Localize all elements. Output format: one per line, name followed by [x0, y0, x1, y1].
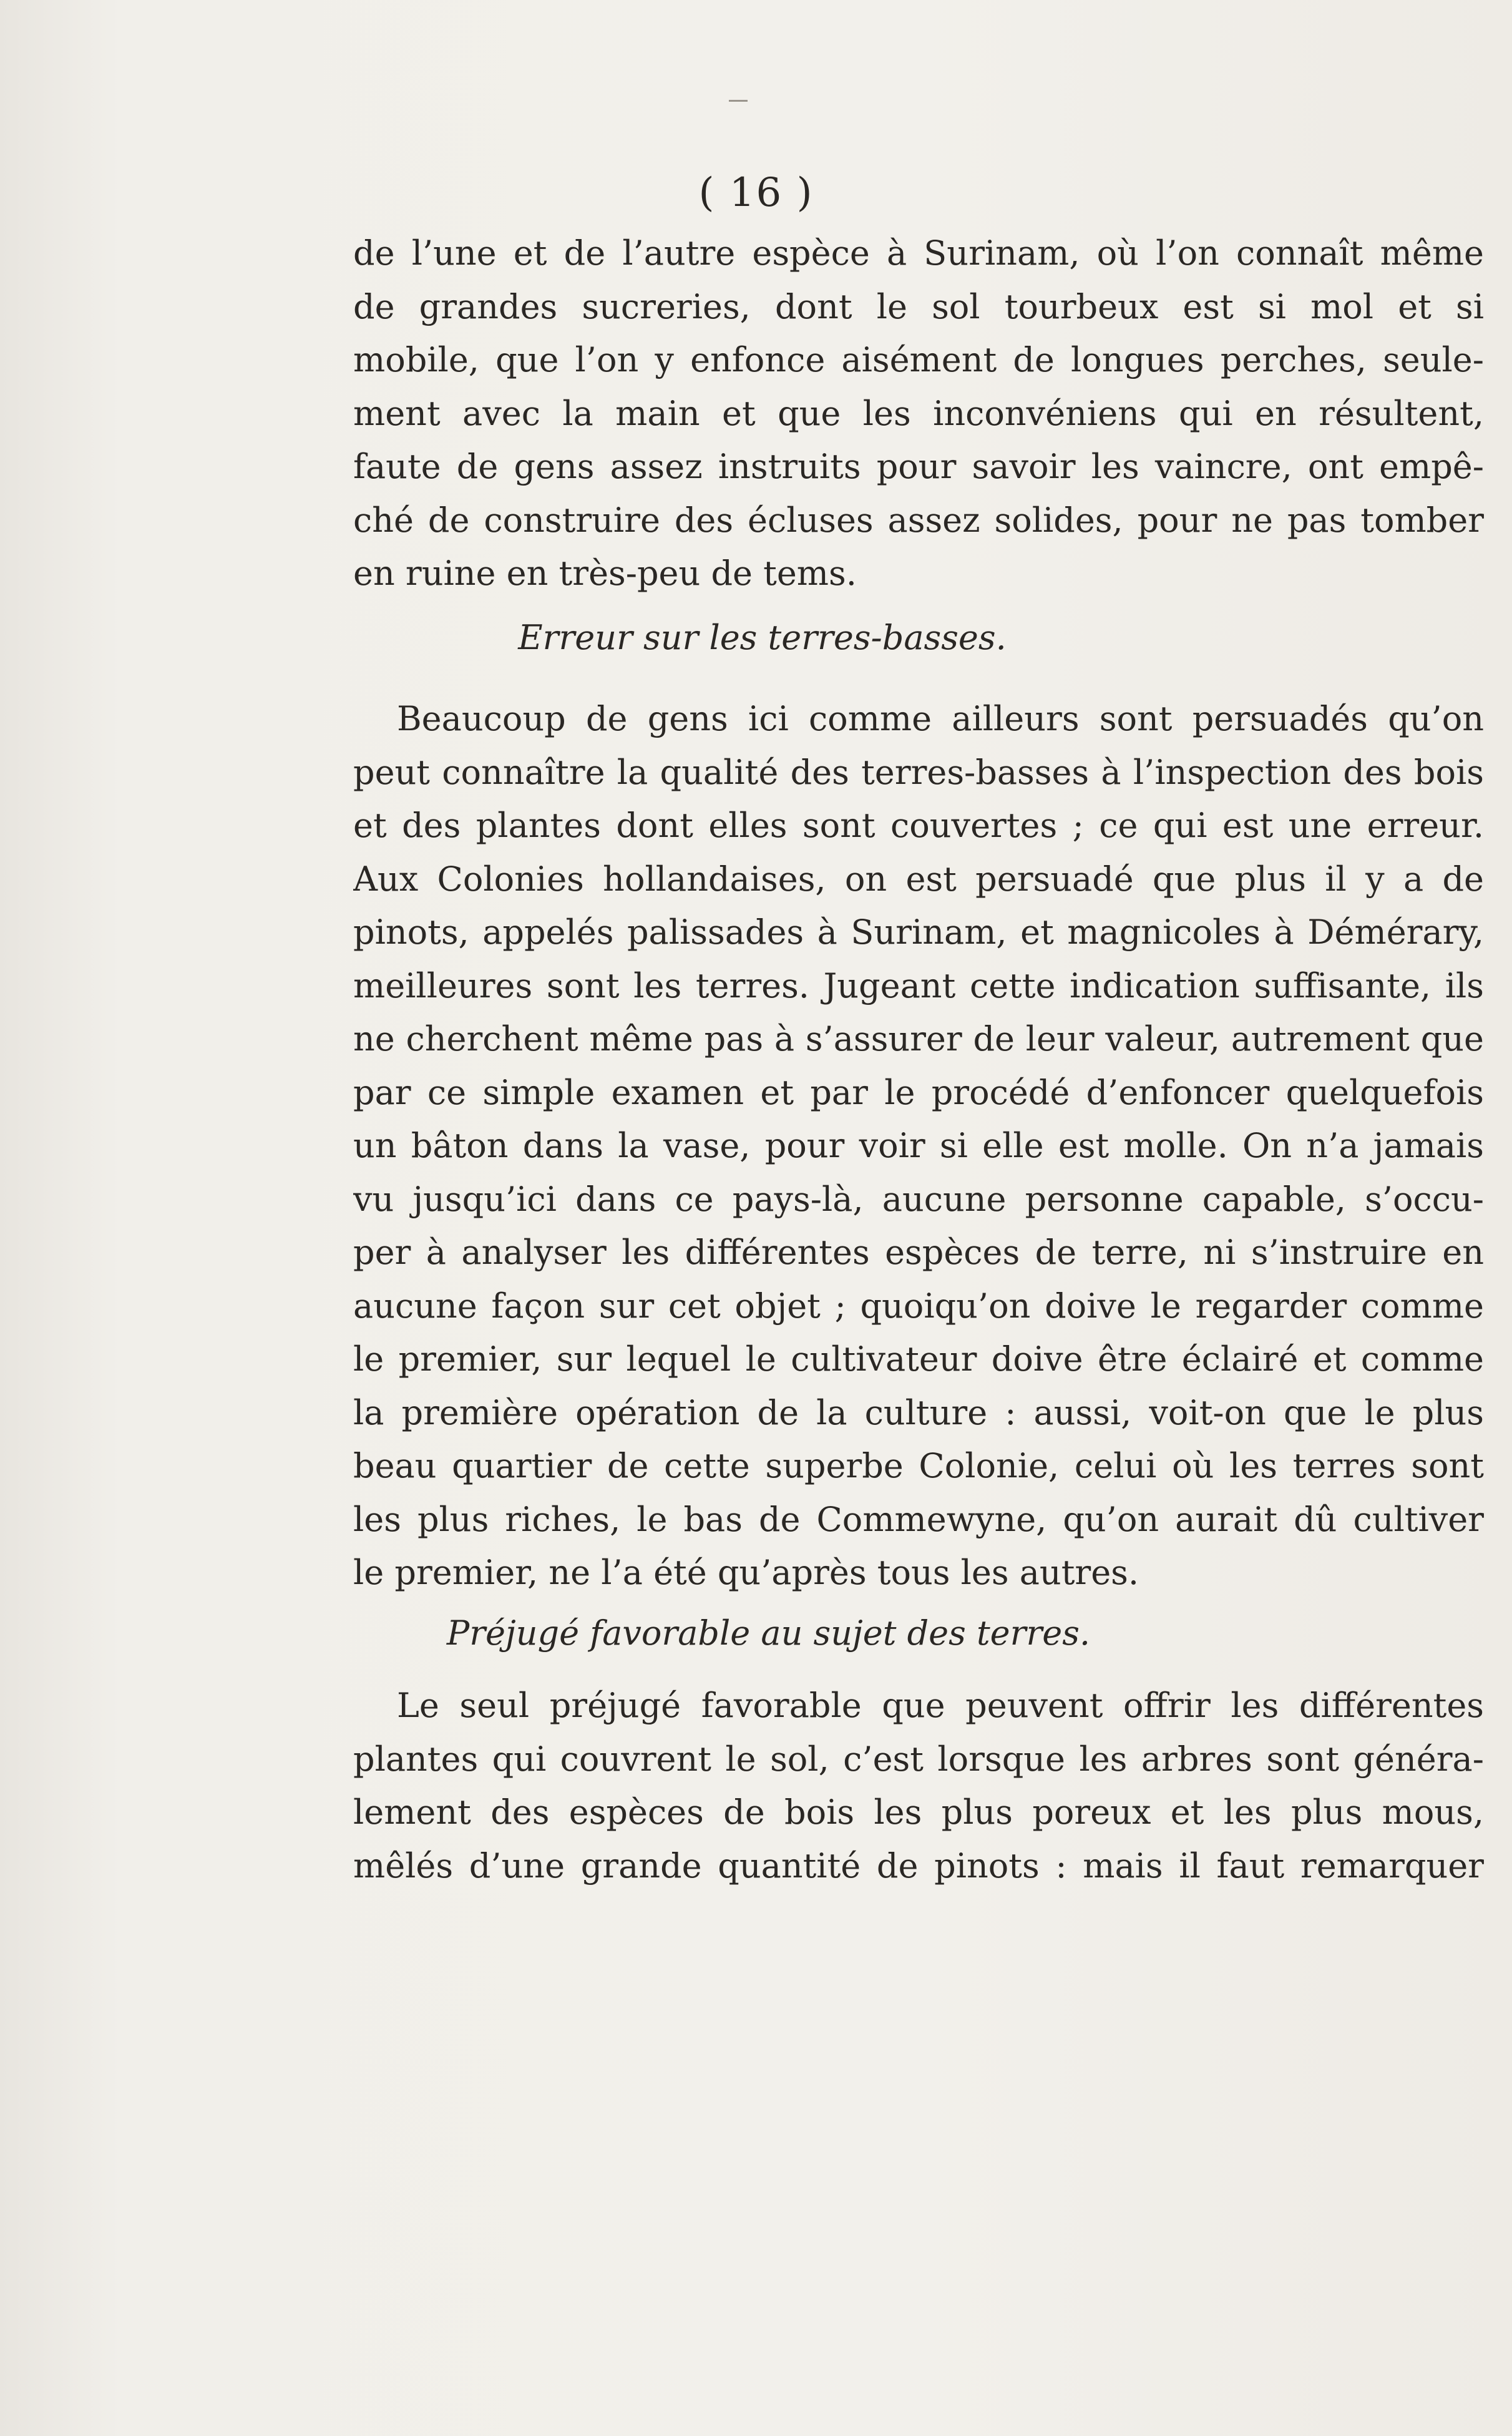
text-line: aucune façon sur cet objet ; quoiqu’on doive le regarder comme — [353, 1286, 1484, 1326]
text-line: Aux Colonies hollandaises, on est persuadé que plus il y a de — [353, 859, 1484, 899]
text-line: ne cherchent même pas à s’assurer de leur valeur, autrement que — [353, 1019, 1484, 1059]
text-line: faute de gens assez instruits pour savoir les vaincre, ont empê- — [353, 447, 1484, 486]
text-line: le premier, ne l’a été qu’après tous les autres. — [353, 1553, 1139, 1592]
text-line: meilleures sont les terres. Jugeant cette indication suffisante, ils — [353, 966, 1484, 1005]
printer-mark — [729, 100, 748, 102]
text-line: lement des espèces de bois les plus poreux et les plus mous, — [353, 1793, 1484, 1832]
paragraph-1 — [353, 227, 1484, 600]
text-line: ment avec la main et que les inconvéniens qui en résultent, — [353, 393, 1484, 433]
text-line: mêlés d’une grande quantité de pinots : mais il faut remarquer — [353, 1846, 1484, 1886]
text-line: la première opération de la culture : aussi, voit-on que le plus — [353, 1392, 1484, 1432]
text-line: de l’une et de l’autre espèce à Surinam, où l’on connaît même — [353, 233, 1484, 273]
text-line: Beaucoup de gens ici comme ailleurs sont persuadés qu’on — [397, 699, 1484, 738]
text-line: peut connaître la qualité des terres-basses à l’inspection des bois — [353, 752, 1484, 792]
text-line: le premier, sur lequel le cultivateur doive être éclairé et comme — [353, 1339, 1484, 1379]
text-line: beau quartier de cette superbe Colonie, celui où les terres sont — [353, 1446, 1484, 1485]
paragraph-2 — [353, 692, 1484, 1600]
text-line: mobile, que l’on y enfonce aisément de longues perches, seule- — [353, 340, 1484, 379]
text-line: vu jusqu’ici dans ce pays-là, aucune personne capable, s’occu- — [353, 1179, 1484, 1219]
text-line: pinots, appelés palissades à Surinam, et magnicoles à Démérary, — [353, 912, 1484, 952]
text-line: ché de construire des écluses assez solides, pour ne pas tomber — [353, 500, 1484, 540]
page-number: ( 16 ) — [698, 170, 814, 216]
text-line: per à analyser les différentes espèces de terre, ni s’instruire en — [353, 1233, 1484, 1272]
text-line: de grandes sucreries, dont le sol tourbeux est si mol et si — [353, 286, 1484, 326]
text-line: un bâton dans la vase, pour voir si elle est molle. On n’a jamais — [353, 1126, 1484, 1165]
section-heading-prejuge: Préjugé favorable au sujet des terres. — [446, 1613, 1091, 1653]
text-line: Le seul préjugé favorable que peuvent offrir les différentes — [397, 1686, 1484, 1725]
text-line: en ruine en très-peu de tems. — [353, 554, 857, 593]
paragraph-3 — [353, 1679, 1484, 1892]
text-line: plantes qui couvrent le sol, c’est lorsque les arbres sont généra- — [353, 1739, 1484, 1779]
text-line: les plus riches, le bas de Commewyne, qu’on aurait dû cultiver — [353, 1499, 1484, 1539]
text-line: et des plantes dont elles sont couvertes ; ce qui est une erreur. — [353, 806, 1484, 845]
section-heading-erreur: Erreur sur les terres-basses. — [518, 618, 1007, 657]
text-line: par ce simple examen et par le procédé d’enfoncer quelquefois — [353, 1072, 1484, 1112]
